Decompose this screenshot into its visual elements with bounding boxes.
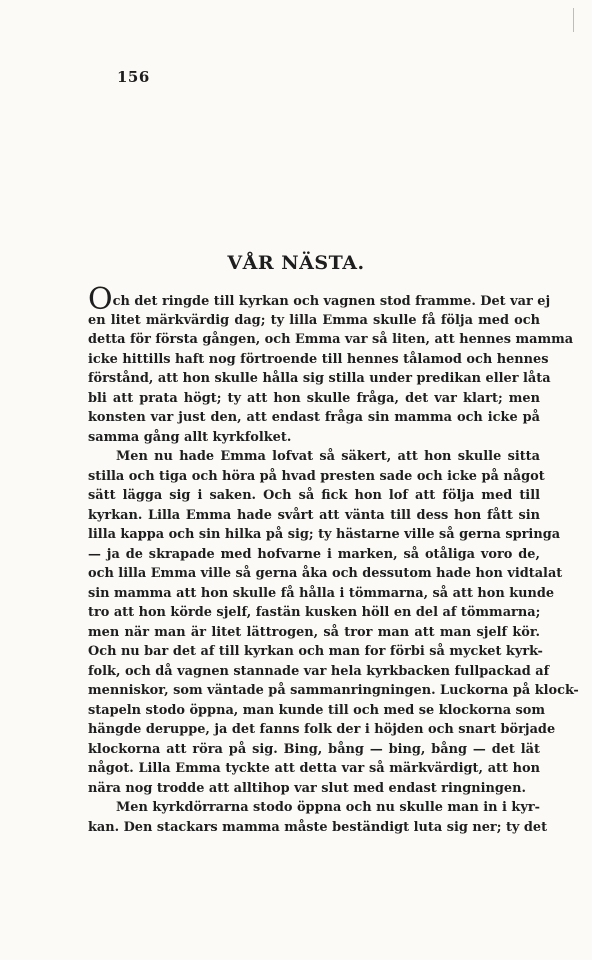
text-line-content: hängde deruppe, ja det fanns folk der i höjden och snart började: [88, 722, 556, 737]
text-line: [88, 662, 550, 682]
text-line: [88, 720, 556, 740]
text-line: [88, 603, 540, 623]
text-line: [88, 486, 540, 506]
text-line-content: lilla kappa och sin hilka på sig; ty hästarne ville så gerna springa: [88, 527, 561, 542]
page-number: 156: [117, 68, 150, 86]
text-line-content: något. Lilla Emma tyckte att detta var så märkvärdigt, att hon: [88, 761, 540, 776]
text-line-content: sätt lägga sig i saken. Och så fick hon lof att följa med till: [88, 488, 540, 503]
text-line-content: men när man är litet lättrogen, så tror man att man sjelf kör.: [88, 624, 540, 640]
text-line: [88, 506, 540, 526]
text-line-content: samma gång allt kyrkfolket.: [88, 429, 292, 445]
text-line: [88, 350, 549, 370]
text-line-content: icke hittills haft nog förtroende till hennes tålamod och hennes: [88, 351, 549, 367]
text-line: [88, 330, 574, 350]
text-line: [88, 389, 540, 409]
text-line-content: tro att hon körde sjelf, fastän kusken höll en del af tömmarna;: [88, 605, 541, 620]
body-text: [88, 282, 579, 837]
text-line: [88, 311, 540, 331]
text-line-content: Men nu hade Emma lofvat så säkert, att hon skulle sitta: [116, 449, 540, 464]
text-line: [88, 467, 545, 487]
text-line-content: Och nu bar det af till kyrkan och man for förbi så mycket kyrk-: [88, 644, 543, 659]
text-line: [88, 701, 546, 721]
text-line: [88, 681, 579, 701]
text-line-content: ch det ringde till kyrkan och vagnen stod framme. Det var ej: [112, 294, 551, 309]
text-line-content: en litet märkvärdig dag; ty lilla Emma skulle få följa med och: [88, 312, 540, 328]
text-line-content: menniskor, som väntade på sammanringningen. Luckorna på klock-: [88, 683, 579, 698]
drop-cap: O: [88, 282, 113, 317]
text-line-content: bli att prata högt; ty att hon skulle fråga, det var klart; men: [88, 390, 540, 406]
text-line: [88, 759, 540, 779]
text-line: [88, 623, 540, 643]
text-line-content: stapeln stodo öppna, man kunde till och med se klockorna som: [88, 702, 546, 718]
text-line: [88, 584, 555, 604]
text-line-content: stilla och tiga och höra på hvad presten sade och icke på något: [88, 468, 545, 484]
text-line: [88, 798, 540, 818]
text-line: [88, 369, 551, 389]
text-line: [88, 408, 540, 428]
text-line-content: folk, och då vagnen stannade var hela kyrkbacken fullpackad af: [88, 663, 550, 679]
text-line-content: Men kyrkdörrarna stodo öppna och nu skulle man in i kyr-: [116, 800, 540, 815]
text-line-content: kyrkan. Lilla Emma hade svårt att vänta till dess hon fått sin: [88, 507, 540, 523]
text-line: [88, 428, 540, 448]
text-line: [88, 447, 540, 467]
text-line-content: och lilla Emma ville så gerna åka och dessutom hade hon vidtalat: [88, 566, 563, 581]
chapter-title: VÅR NÄSTA.: [227, 252, 365, 274]
text-line-content: — ja de skrapade med hofvarne i marken, så otåliga voro de,: [88, 546, 540, 562]
text-line-content: kan. Den stackars mamma måste beständigt luta sig ner; ty det: [88, 819, 548, 835]
text-line-content: förstånd, att hon skulle hålla sig stilla under predikan eller låta: [88, 371, 551, 386]
text-line: [88, 740, 540, 760]
text-line: [88, 545, 540, 565]
text-line-content: nära nog trodde att alltihop var slut med endast ringningen.: [88, 780, 526, 796]
text-line: [88, 818, 548, 838]
text-line-content: konsten var just den, att endast fråga sin mamma och icke på: [88, 410, 540, 425]
page-edge-mark: [573, 8, 574, 32]
text-line: [88, 564, 563, 584]
text-line: [88, 779, 540, 799]
text-line: [88, 525, 561, 545]
text-line: [88, 642, 543, 662]
text-line-content: detta för första gången, och Emma var så liten, att hennes mamma: [88, 332, 574, 347]
text-line: [88, 282, 551, 317]
text-line-content: sin mamma att hon skulle få hålla i tömmarna, så att hon kunde: [88, 585, 555, 601]
text-line-content: klockorna att röra på sig. Bing, bång — bing, bång — det lät: [88, 741, 540, 757]
